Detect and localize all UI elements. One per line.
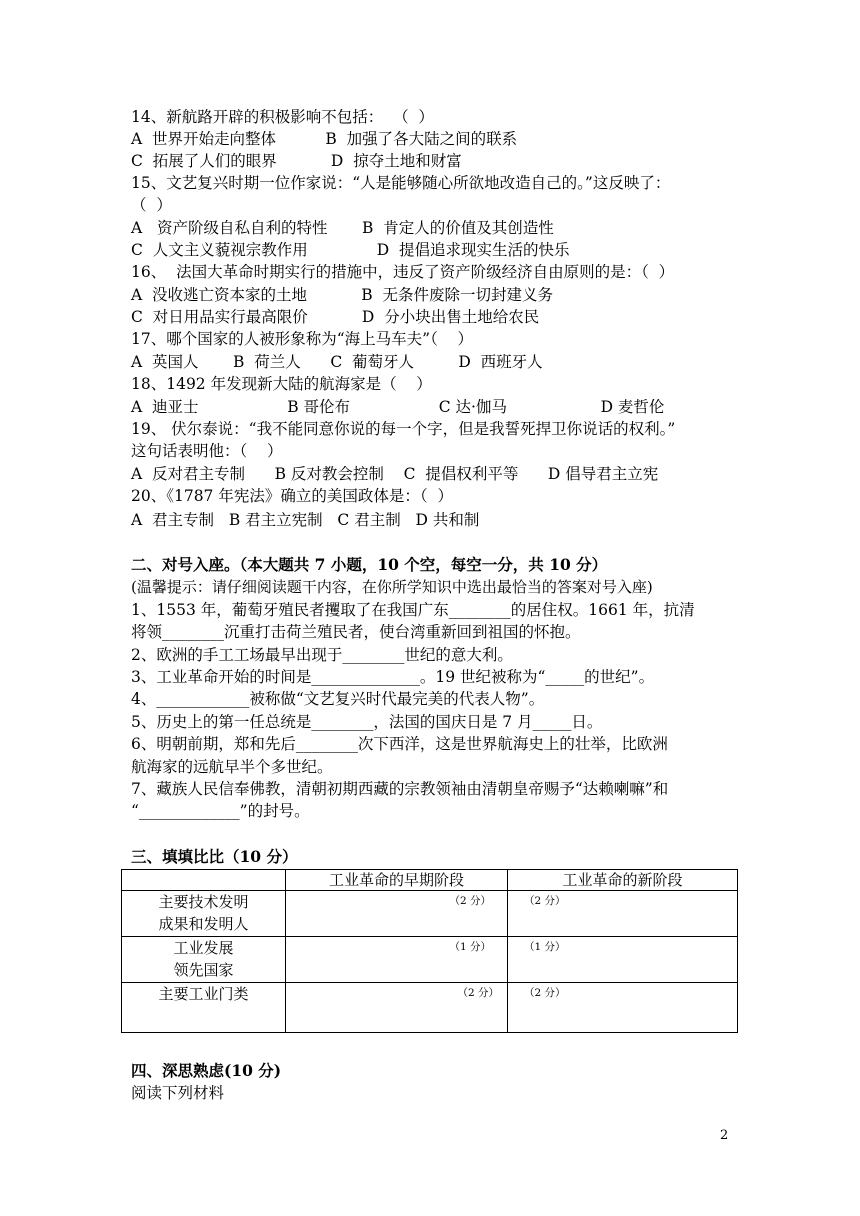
text-line: 20、《1787 年宪法》确立的美国政体是：（ ）	[131, 487, 453, 505]
text-line: C 拓展了人们的眼界 D 掠夺土地和财富	[131, 152, 462, 170]
text-line: 3、工业革命开始的时间是______________。19 世纪被称为“_____的世纪”。	[131, 668, 655, 686]
answer-cell-early[interactable]	[286, 891, 508, 937]
row-label	[122, 937, 286, 983]
table-header-empty	[122, 870, 286, 891]
row-label-line: 工业发展	[173, 939, 234, 957]
text-line: A 世界开始走向整体 B 加强了各大陆之间的联系	[131, 130, 518, 148]
text-line: A 君主专制 B 君主立宪制 C 君主制 D 共和制	[131, 511, 480, 529]
text-line: 15、文艺复兴时期一位作家说：“人是能够随心所欲地改造自己的。”这反映了：	[131, 174, 671, 192]
section-heading: 三、填填比比（10 分）	[131, 847, 298, 866]
text-line: 4、____________被称做“文艺复兴时代最完美的代表人物”。	[131, 690, 545, 708]
points-label: （2 分）	[449, 895, 491, 907]
answer-cell-early[interactable]	[286, 937, 508, 983]
text-line: A 没收逃亡资本家的土地 B 无条件废除一切封建义务	[131, 286, 553, 304]
row-label-line: 成果和发明人	[158, 915, 249, 933]
row-label-line: 领先国家	[173, 961, 234, 979]
text-line: 阅读下列材料	[131, 1084, 225, 1102]
section-heading: 二、对号入座。（本大题共 7 小题，10 个空，每空一分，共 10 分）	[131, 555, 608, 574]
row-label-line: 主要工业门类	[158, 985, 249, 1003]
text-line: 6、明朝前期，郑和先后________次下西洋，这是世界航海史上的壮举，比欧洲	[131, 735, 668, 753]
table-header-new-stage: 工业革命的新阶段	[508, 870, 738, 891]
text-line: 将领________沉重打击荷兰殖民者，使台湾重新回到祖国的怀抱。	[131, 623, 581, 641]
table-row	[122, 891, 738, 937]
table-row	[122, 937, 738, 983]
row-label	[122, 891, 286, 937]
text-line: 1、1553 年，葡萄牙殖民者攫取了在我国广东________的居住权。1661 年，抗清	[131, 601, 695, 619]
text-line: 18、1492 年发现新大陆的航海家是（ ）	[131, 375, 432, 393]
text-line: 7、藏族人民信奉佛教，清朝初期西藏的宗教领袖由清朝皇帝赐予“达赖喇嘛”和	[131, 780, 669, 798]
answer-cell-new[interactable]	[508, 937, 738, 983]
answer-cell-new[interactable]	[508, 891, 738, 937]
table-header-early-stage: 工业革命的早期阶段	[286, 870, 508, 891]
text-line: C 对日用品实行最高限价 D 分小块出售土地给农民	[131, 308, 540, 326]
points-label: （2 分）	[524, 987, 566, 999]
page-number: 2	[720, 1128, 729, 1143]
text-line: A 英国人 B 荷兰人 C 葡萄牙人 D 西班牙人	[131, 353, 543, 371]
text-line: 14、新航路开辟的积极影响不包括： （ ）	[131, 108, 434, 126]
text-line: “_____________”的封号。	[131, 802, 310, 820]
text-line: C 人文主义藐视宗教作用 D 提倡追求现实生活的快乐	[131, 241, 570, 259]
text-line: A 迪亚士 B 哥伦布 C 达·伽马 D 麦哲伦	[131, 398, 665, 416]
points-label: （1 分）	[524, 941, 566, 953]
table-header-row	[122, 870, 738, 891]
text-line: 这句话表明他：（ ）	[131, 442, 283, 460]
answer-cell-early[interactable]	[286, 983, 508, 1033]
points-label: （1 分）	[449, 941, 491, 953]
text-line: A 资产阶级自私自利的特性 B 肯定人的价值及其创造性	[131, 219, 554, 237]
text-line: 航海家的远航早半个多世纪。	[131, 758, 333, 776]
text-line: 16、 法国大革命时期实行的措施中，违反了资产阶级经济自由原则的是：（ ）	[131, 263, 675, 281]
text-line: (温馨提示：请仔细阅读题干内容，在你所学知识中选出最恰当的答案对号入座)	[131, 578, 653, 596]
points-label: （2 分）	[524, 895, 566, 907]
table-row	[122, 983, 738, 1033]
comparison-table	[121, 869, 738, 1033]
text-line: A 反对君主专制 B 反对教会控制 C 提倡权利平等 D 倡导君主立宪	[131, 465, 659, 483]
points-label: （2 分）	[457, 987, 499, 999]
text-line: 5、历史上的第一任总统是________，法国的国庆日是 7 月_____日。	[131, 713, 603, 731]
text-line: 2、欧洲的手工工场最早出现于________世纪的意大利。	[131, 646, 513, 664]
text-line: 17、哪个国家的人被形象称为“海上马车夫”（ ）	[131, 330, 474, 348]
answer-cell-new[interactable]	[508, 983, 738, 1033]
section-heading: 四、深思熟虑(10 分)	[131, 1061, 282, 1080]
text-line: （ ）	[131, 196, 172, 214]
text-line: 19、 伏尔泰说：“我不能同意你说的每一个字，但是我誓死捍卫你说话的权利。”	[131, 420, 676, 438]
row-label-line: 主要技术发明	[158, 893, 249, 911]
row-label	[122, 983, 286, 1033]
